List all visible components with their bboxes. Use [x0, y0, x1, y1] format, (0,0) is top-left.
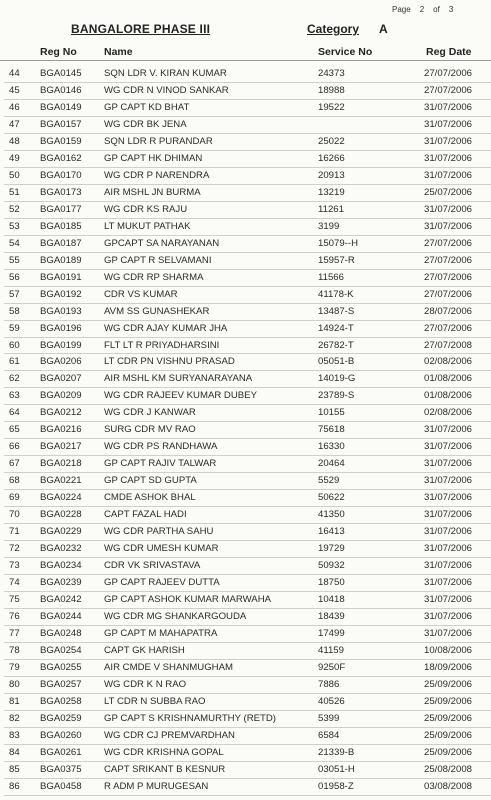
- reg-date-cell: 25/09/2006: [424, 729, 473, 741]
- reg-date-cell: 31/07/2006: [424, 560, 473, 572]
- reg-no-cell: BGA0260: [40, 729, 82, 741]
- row-number: 63: [9, 390, 20, 402]
- row-number: 86: [9, 780, 20, 792]
- table-row: [0, 270, 491, 287]
- table-row: [0, 202, 491, 219]
- table-row: [0, 541, 491, 558]
- reg-no-cell: BGA0209: [40, 390, 82, 402]
- page-indicator: [392, 5, 462, 14]
- service-no-cell: 26782-T: [318, 339, 354, 351]
- reg-date-cell: 02/08/2006: [424, 407, 473, 419]
- reg-no-cell: BGA0258: [40, 695, 82, 707]
- service-no-cell: 15957-R: [318, 254, 355, 266]
- name-cell: FLT LT R PRIYADHARSINI: [104, 339, 220, 351]
- name-cell: LT CDR N SUBBA RAO: [104, 695, 206, 707]
- table-row: [0, 490, 491, 507]
- service-no-cell: 5399: [318, 712, 340, 724]
- name-cell: WG CDR J KANWAR: [104, 407, 196, 419]
- reg-date-cell: 31/07/2006: [424, 458, 473, 470]
- service-no-cell: 18750: [318, 577, 345, 589]
- service-no-cell: 13219: [318, 186, 345, 198]
- reg-no-cell: BGA0145: [40, 68, 82, 79]
- reg-date-cell: 31/07/2006: [424, 424, 473, 436]
- row-number: 76: [9, 611, 20, 622]
- reg-no-cell: BGA0257: [40, 678, 82, 690]
- reg-date-cell: 25/09/2006: [424, 712, 473, 724]
- table-row: [0, 643, 491, 660]
- name-cell: CMDE ASHOK BHAL: [104, 492, 196, 504]
- name-cell: AIR MSHL JN BURMA: [104, 186, 201, 198]
- service-no-cell: 20913: [318, 169, 345, 181]
- reg-date-cell: 10/08/2006: [424, 644, 473, 656]
- table-row: [0, 287, 491, 304]
- service-no-cell: 5529: [318, 475, 340, 487]
- name-cell: WG CDR KRISHNA GOPAL: [104, 746, 224, 758]
- reg-no-cell: BGA0244: [40, 611, 82, 622]
- table-row: [0, 151, 491, 168]
- table-row: [0, 117, 491, 134]
- reg-date-cell: 31/07/2006: [424, 203, 473, 215]
- row-number: 68: [9, 475, 20, 487]
- row-number: 71: [9, 526, 20, 538]
- row-number: 64: [9, 407, 20, 419]
- row-number: 72: [9, 543, 20, 555]
- reg-date-cell: 31/07/2006: [424, 169, 473, 181]
- reg-date-cell: 31/07/2006: [424, 611, 473, 622]
- service-no-cell: 16330: [318, 441, 345, 453]
- reg-date-cell: 31/07/2006: [424, 152, 473, 164]
- table-row: [0, 236, 491, 253]
- reg-date-cell: 27/07/2006: [424, 237, 473, 249]
- service-no-cell: 16266: [318, 152, 345, 164]
- service-no-cell: 41178-K: [318, 288, 354, 300]
- reg-no-cell: BGA0193: [40, 305, 82, 317]
- service-no-cell: 11566: [318, 271, 344, 283]
- reg-date-cell: 31/07/2006: [424, 509, 473, 521]
- table-row: [0, 626, 491, 643]
- reg-date-cell: 03/08/2008: [424, 780, 473, 792]
- row-number: 57: [9, 288, 20, 300]
- reg-no-cell: BGA0375: [40, 763, 82, 775]
- row-number: 55: [9, 254, 20, 266]
- name-cell: WG CDR PARTHA SAHU: [104, 526, 214, 538]
- row-number: 60: [9, 339, 20, 351]
- row-number: 75: [9, 594, 20, 606]
- reg-no-cell: BGA0224: [40, 492, 82, 504]
- row-number: 49: [9, 152, 20, 164]
- name-cell: SQN LDR R PURANDAR: [104, 135, 213, 147]
- row-number: 83: [9, 729, 20, 741]
- name-cell: WG CDR UMESH KUMAR: [104, 543, 219, 555]
- reg-no-cell: BGA0177: [40, 203, 82, 215]
- table-row: [0, 507, 491, 524]
- service-no-cell: 18988: [318, 84, 345, 96]
- reg-date-cell: 27/07/2006: [424, 271, 473, 283]
- name-cell: WG CDR CJ PREMVARDHAN: [104, 729, 235, 741]
- reg-date-cell: 25/07/2006: [424, 186, 473, 198]
- name-cell: GP CAPT SD GUPTA: [104, 475, 197, 487]
- name-cell: GP CAPT ASHOK KUMAR MARWAHA: [104, 594, 272, 606]
- name-cell: GP CAPT RAJEEV DUTTA: [104, 577, 220, 589]
- name-cell: WG CDR BK JENA: [104, 118, 187, 130]
- service-no-cell: 6584: [318, 729, 340, 741]
- row-number: 74: [9, 577, 20, 589]
- service-no-cell: 3199: [318, 220, 340, 232]
- name-cell: GP CAPT R SELVAMANI: [104, 254, 212, 266]
- header-name: Name: [104, 46, 133, 58]
- name-cell: CDR VK SRIVASTAVA: [104, 560, 201, 572]
- table-row: [0, 524, 491, 541]
- service-no-cell: 50932: [318, 560, 345, 572]
- row-number: 85: [9, 763, 20, 775]
- name-cell: GP CAPT HK DHIMAN: [104, 152, 203, 164]
- reg-no-cell: BGA0149: [40, 101, 82, 113]
- reg-no-cell: BGA0170: [40, 169, 82, 181]
- reg-date-cell: 02/08/2006: [424, 356, 473, 368]
- reg-date-cell: 25/09/2006: [424, 746, 473, 758]
- reg-date-cell: 31/07/2006: [424, 220, 473, 232]
- header-reg-date: Reg Date: [426, 46, 472, 58]
- name-cell: CAPT FAZAL HADI: [104, 509, 187, 521]
- name-cell: GP CAPT RAJIV TALWAR: [104, 458, 217, 470]
- service-no-cell: 13487-S: [318, 305, 355, 317]
- table-row: [0, 473, 491, 490]
- reg-date-cell: 31/07/2006: [424, 543, 473, 555]
- row-number: 73: [9, 560, 20, 572]
- table-row: [0, 66, 491, 83]
- name-cell: WG CDR P NARENDRA: [104, 169, 210, 181]
- reg-date-cell: 01/08/2006: [424, 373, 473, 385]
- row-number: 67: [9, 458, 20, 470]
- table-row: [0, 592, 491, 609]
- table-row: [0, 168, 491, 185]
- name-cell: WG CDR MG SHANKARGOUDA: [104, 611, 247, 622]
- service-no-cell: 19522: [318, 101, 345, 113]
- table-row: [0, 677, 491, 694]
- category: [307, 22, 388, 36]
- table-row: [0, 338, 491, 355]
- row-number: 53: [9, 220, 20, 232]
- reg-no-cell: BGA0242: [40, 594, 82, 606]
- service-no-cell: 75618: [318, 424, 345, 436]
- row-number: 84: [9, 746, 20, 758]
- name-cell: SQN LDR V. KIRAN KUMAR: [104, 68, 227, 79]
- table-row: [0, 762, 491, 779]
- row-number: 51: [9, 186, 20, 198]
- reg-date-cell: 27/07/2006: [424, 68, 473, 79]
- reg-no-cell: BGA0218: [40, 458, 82, 470]
- reg-no-cell: BGA0206: [40, 356, 82, 368]
- name-cell: LT CDR PN VISHNU PRASAD: [104, 356, 235, 368]
- row-number: 70: [9, 509, 20, 521]
- service-no-cell: 25022: [318, 135, 345, 147]
- row-number: 69: [9, 492, 20, 504]
- reg-no-cell: BGA0228: [40, 509, 82, 521]
- table-row: [0, 694, 491, 711]
- name-cell: GP CAPT KD BHAT: [104, 101, 190, 113]
- reg-no-cell: BGA0248: [40, 627, 82, 639]
- row-number: 79: [9, 661, 20, 673]
- reg-date-cell: 31/07/2006: [424, 627, 473, 639]
- category-value: A: [379, 22, 388, 36]
- reg-no-cell: BGA0192: [40, 288, 82, 300]
- row-number: 45: [9, 84, 20, 96]
- service-no-cell: 41350: [318, 509, 345, 521]
- table-row: [0, 304, 491, 321]
- row-number: 52: [9, 203, 20, 215]
- name-cell: WG CDR N VINOD SANKAR: [104, 84, 229, 96]
- service-no-cell: 23789-S: [318, 390, 355, 402]
- table-row: [0, 83, 491, 100]
- reg-no-cell: BGA0217: [40, 441, 82, 453]
- table-row: [0, 558, 491, 575]
- reg-date-cell: 31/07/2006: [424, 526, 473, 538]
- table-row: [0, 711, 491, 728]
- table-row: [0, 456, 491, 473]
- name-cell: WG CDR K N RAO: [104, 678, 187, 690]
- table-row: [0, 388, 491, 405]
- reg-no-cell: BGA0157: [40, 118, 82, 130]
- reg-no-cell: BGA0187: [40, 237, 82, 249]
- row-number: 47: [9, 118, 20, 130]
- row-number: 50: [9, 169, 20, 181]
- reg-no-cell: BGA0216: [40, 424, 82, 436]
- reg-no-cell: BGA0159: [40, 135, 82, 147]
- service-no-cell: 50622: [318, 492, 345, 504]
- name-cell: AIR CMDE V SHANMUGHAM: [104, 661, 233, 673]
- reg-date-cell: 01/08/2006: [424, 390, 473, 402]
- name-cell: WG CDR PS RANDHAWA: [104, 441, 218, 453]
- row-number: 61: [9, 356, 20, 368]
- row-number: 46: [9, 101, 20, 113]
- reg-date-cell: 31/07/2006: [424, 594, 473, 606]
- name-cell: CAPT GK HARISH: [104, 644, 185, 656]
- category-label: Category: [307, 22, 360, 36]
- reg-no-cell: BGA0229: [40, 526, 82, 538]
- service-no-cell: 03051-H: [318, 763, 355, 775]
- reg-no-cell: BGA0173: [40, 186, 82, 198]
- name-cell: WG CDR RAJEEV KUMAR DUBEY: [104, 390, 257, 402]
- reg-no-cell: BGA0191: [40, 271, 82, 283]
- row-number: 54: [9, 237, 20, 249]
- reg-date-cell: 25/09/2006: [424, 678, 473, 690]
- service-no-cell: 10155: [318, 407, 345, 419]
- reg-no-cell: BGA0146: [40, 84, 82, 96]
- name-cell: SURG CDR MV RAO: [104, 424, 196, 436]
- table-row: [0, 185, 491, 202]
- name-cell: WG CDR AJAY KUMAR JHA: [104, 322, 228, 334]
- service-no-cell: 18439: [318, 611, 345, 622]
- page-of-label: of: [433, 5, 440, 14]
- service-no-cell: 11261: [318, 203, 344, 215]
- row-number: 56: [9, 271, 20, 283]
- reg-no-cell: BGA0162: [40, 152, 82, 164]
- reg-date-cell: 27/07/2008: [424, 339, 473, 351]
- reg-no-cell: BGA0458: [40, 780, 82, 792]
- service-no-cell: 17499: [318, 627, 345, 639]
- row-number: 78: [9, 644, 20, 656]
- table-row: [0, 745, 491, 762]
- reg-no-cell: BGA0239: [40, 577, 82, 589]
- table-row: [0, 371, 491, 388]
- name-cell: GPCAPT SA NARAYANAN: [104, 237, 220, 249]
- reg-date-cell: 31/07/2006: [424, 577, 473, 589]
- row-number: 77: [9, 627, 20, 639]
- table-row: [0, 609, 491, 626]
- reg-no-cell: BGA0199: [40, 339, 82, 351]
- row-number: 62: [9, 373, 20, 385]
- table-header: [0, 44, 491, 61]
- reg-date-cell: 27/07/2006: [424, 288, 473, 300]
- reg-date-cell: 25/08/2008: [424, 763, 473, 775]
- table-row: [0, 422, 491, 439]
- reg-date-cell: 27/07/2006: [424, 254, 473, 266]
- reg-date-cell: 31/07/2006: [424, 101, 473, 113]
- name-cell: WG CDR RP SHARMA: [104, 271, 204, 283]
- service-no-cell: 01958-Z: [318, 780, 354, 792]
- reg-no-cell: BGA0261: [40, 746, 82, 758]
- table-row: [0, 100, 491, 117]
- reg-date-cell: 31/07/2006: [424, 475, 473, 487]
- reg-no-cell: BGA0255: [40, 661, 82, 673]
- name-cell: GP CAPT S KRISHNAMURTHY (RETD): [104, 712, 277, 724]
- table-row: [0, 219, 491, 236]
- table-row: [0, 321, 491, 338]
- reg-no-cell: BGA0212: [40, 407, 82, 419]
- row-number: 80: [9, 678, 20, 690]
- name-cell: R ADM P MURUGESAN: [104, 780, 209, 792]
- reg-date-cell: 31/07/2006: [424, 135, 473, 147]
- service-no-cell: 19729: [318, 543, 345, 555]
- table-row: [0, 779, 491, 796]
- row-number: 65: [9, 424, 20, 436]
- page-label: Page: [392, 5, 411, 14]
- row-number: 59: [9, 322, 20, 334]
- name-cell: GP CAPT M MAHAPATRA: [104, 627, 218, 639]
- reg-date-cell: 31/07/2006: [424, 492, 473, 504]
- reg-date-cell: 31/07/2006: [424, 118, 473, 130]
- table-row: [0, 253, 491, 270]
- reg-date-cell: 25/09/2006: [424, 695, 473, 707]
- row-number: 66: [9, 441, 20, 453]
- service-no-cell: 10418: [318, 594, 345, 606]
- reg-no-cell: BGA0196: [40, 322, 82, 334]
- table-row: [0, 728, 491, 745]
- name-cell: WG CDR KS RAJU: [104, 203, 188, 215]
- table-row: [0, 354, 491, 371]
- reg-no-cell: BGA0207: [40, 373, 82, 385]
- row-number: 81: [9, 695, 20, 707]
- page-current: 2: [419, 5, 425, 14]
- document-title: BANGALORE PHASE III: [71, 22, 211, 36]
- name-cell: AVM SS GUNASHEKAR: [104, 305, 210, 317]
- service-no-cell: 20464: [318, 458, 345, 470]
- reg-no-cell: BGA0259: [40, 712, 82, 724]
- reg-no-cell: BGA0185: [40, 220, 82, 232]
- reg-no-cell: BGA0221: [40, 475, 82, 487]
- page-total: 3: [448, 5, 454, 14]
- reg-date-cell: 27/07/2006: [424, 322, 473, 334]
- header-reg-no: Reg No: [40, 46, 77, 58]
- table-body: [0, 66, 491, 796]
- reg-date-cell: 27/07/2006: [424, 84, 473, 96]
- header-service-no: Service No: [318, 46, 373, 58]
- service-no-cell: 21339-B: [318, 746, 355, 758]
- row-number: 82: [9, 712, 20, 724]
- service-no-cell: 24373: [318, 68, 345, 79]
- name-cell: CDR VS KUMAR: [104, 288, 178, 300]
- reg-no-cell: BGA0234: [40, 560, 82, 572]
- table-row: [0, 134, 491, 151]
- row-number: 44: [9, 68, 20, 79]
- reg-date-cell: 18/09/2006: [424, 661, 473, 673]
- reg-date-cell: 28/07/2006: [424, 305, 473, 317]
- name-cell: AIR MSHL KM SURYANARAYANA: [104, 373, 253, 385]
- table-row: [0, 575, 491, 592]
- service-no-cell: 41159: [318, 644, 344, 656]
- reg-no-cell: BGA0232: [40, 543, 82, 555]
- table-row: [0, 439, 491, 456]
- service-no-cell: 05051-B: [318, 356, 355, 368]
- row-number: 58: [9, 305, 20, 317]
- reg-date-cell: 31/07/2006: [424, 441, 473, 453]
- name-cell: LT MUKUT PATHAK: [104, 220, 191, 232]
- service-no-cell: 9250F: [318, 661, 346, 673]
- service-no-cell: 16413: [318, 526, 345, 538]
- row-number: 48: [9, 135, 20, 147]
- service-no-cell: 40526: [318, 695, 345, 707]
- table-row: [0, 660, 491, 677]
- service-no-cell: 15079--H: [318, 237, 358, 249]
- service-no-cell: 14019-G: [318, 373, 356, 385]
- name-cell: CAPT SRIKANT B KESNUR: [104, 763, 226, 775]
- reg-no-cell: BGA0189: [40, 254, 82, 266]
- reg-no-cell: BGA0254: [40, 644, 82, 656]
- service-no-cell: 7886: [318, 678, 340, 690]
- service-no-cell: 14924-T: [318, 322, 354, 334]
- table-row: [0, 405, 491, 422]
